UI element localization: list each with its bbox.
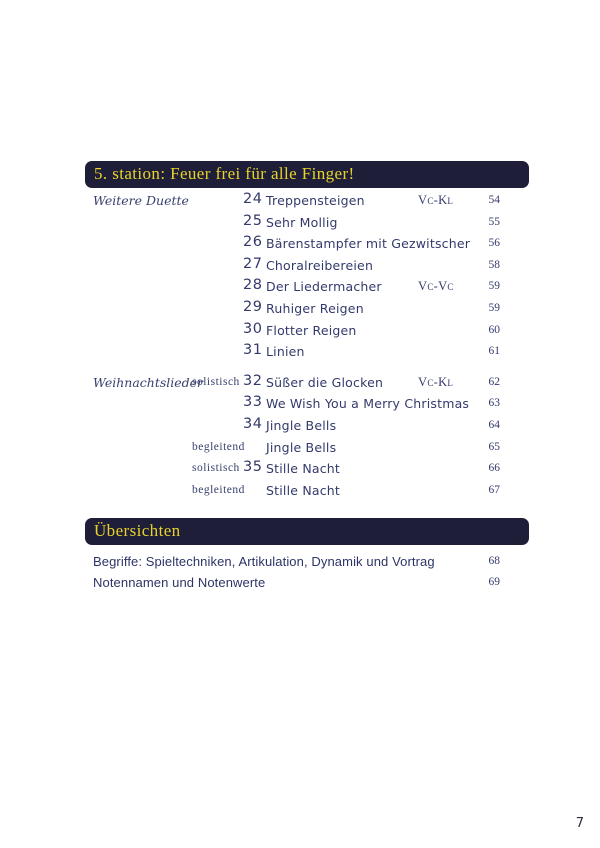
- overview-entry-title: Notennamen und Notenwerte: [93, 574, 266, 590]
- toc-row: [85, 298, 529, 320]
- page-ref: 56: [488, 237, 500, 250]
- piece-number: 34: [243, 415, 263, 432]
- piece-number: 30: [243, 320, 263, 337]
- group-label: Weihnachtslieder: [93, 374, 204, 390]
- scoring-label: Vc-Vc: [418, 279, 454, 294]
- mode-label: begleitend: [192, 440, 245, 453]
- group-label: Weitere Duette: [93, 193, 189, 208]
- piece-title: Choralreibereien: [266, 257, 374, 273]
- piece-number: 27: [243, 255, 263, 272]
- piece-number: 28: [243, 277, 263, 294]
- toc-row: [85, 458, 529, 480]
- page-ref: 61: [488, 345, 500, 358]
- overview-row: [85, 573, 529, 594]
- station-header-title: 5. station: Feuer frei für alle Finger!: [94, 164, 355, 183]
- piece-title: Sehr Mollig: [266, 214, 338, 230]
- page-ref: 55: [488, 215, 500, 228]
- station-header-bar: [85, 161, 529, 188]
- page-ref: 64: [488, 418, 500, 431]
- page-ref: 69: [488, 575, 500, 588]
- mode-label: solistisch: [192, 462, 240, 475]
- page-ref: 67: [488, 483, 500, 496]
- toc-row: [85, 212, 529, 234]
- piece-title: Ruhiger Reigen: [266, 300, 364, 316]
- piece-title: We Wish You a Merry Christmas: [266, 396, 470, 412]
- overview-entry-title: Begriffe: Spieltechniken, Artikulation, Dynamik und Vortrag: [93, 554, 435, 569]
- toc-row: [85, 437, 529, 459]
- piece-title: Stille Nacht: [266, 482, 341, 498]
- toc-row: [85, 415, 529, 437]
- piece-title: Linien: [266, 344, 305, 360]
- page-ref: 66: [488, 462, 500, 475]
- piece-number: 33: [243, 394, 263, 411]
- piece-number: 31: [243, 342, 263, 359]
- piece-number: 24: [243, 191, 263, 207]
- toc-row: [85, 341, 529, 363]
- piece-title: Bärenstampfer mit Gezwitscher: [266, 236, 471, 252]
- toc-list: [85, 190, 529, 501]
- overview-header-title: Übersichten: [94, 521, 181, 540]
- page-ref: 59: [488, 280, 500, 293]
- toc-row: [85, 233, 529, 255]
- page-ref: 59: [488, 301, 500, 314]
- toc-row: [85, 372, 529, 394]
- overview-list: [85, 552, 529, 593]
- page-ref: 60: [488, 323, 500, 336]
- scoring-label: Vc-Kl: [418, 193, 454, 207]
- piece-number: 35: [243, 459, 263, 476]
- mode-label: solistisch: [192, 375, 240, 388]
- overview-row: [85, 552, 529, 573]
- piece-title: Süßer die Glocken: [266, 374, 384, 390]
- piece-title: Stille Nacht: [266, 461, 341, 477]
- toc-row: [85, 190, 529, 212]
- toc-row: [85, 255, 529, 277]
- piece-number: 32: [243, 372, 263, 389]
- page-ref: 65: [488, 440, 500, 453]
- page-ref: 58: [488, 258, 500, 271]
- piece-title: Der Liedermacher: [266, 279, 382, 295]
- mode-label: begleitend: [192, 483, 245, 496]
- toc-row: [85, 320, 529, 342]
- folio-page-number: 7: [575, 816, 584, 831]
- piece-number: 26: [243, 234, 263, 251]
- piece-number: 29: [243, 298, 263, 315]
- toc-row: [85, 480, 529, 502]
- toc-row: [85, 393, 529, 415]
- piece-title: Jingle Bells: [266, 417, 337, 433]
- overview-header-bar: [85, 518, 529, 545]
- page-ref: 63: [488, 397, 500, 410]
- piece-title: Flotter Reigen: [266, 322, 357, 338]
- piece-number: 25: [243, 212, 263, 229]
- page-ref: 62: [488, 375, 500, 388]
- page-ref: 68: [488, 555, 500, 567]
- page-ref: 54: [488, 194, 500, 206]
- piece-title: Treppensteigen: [266, 193, 365, 208]
- piece-title: Jingle Bells: [266, 439, 337, 455]
- toc-row: [85, 276, 529, 298]
- scoring-label: Vc-Kl: [418, 374, 454, 389]
